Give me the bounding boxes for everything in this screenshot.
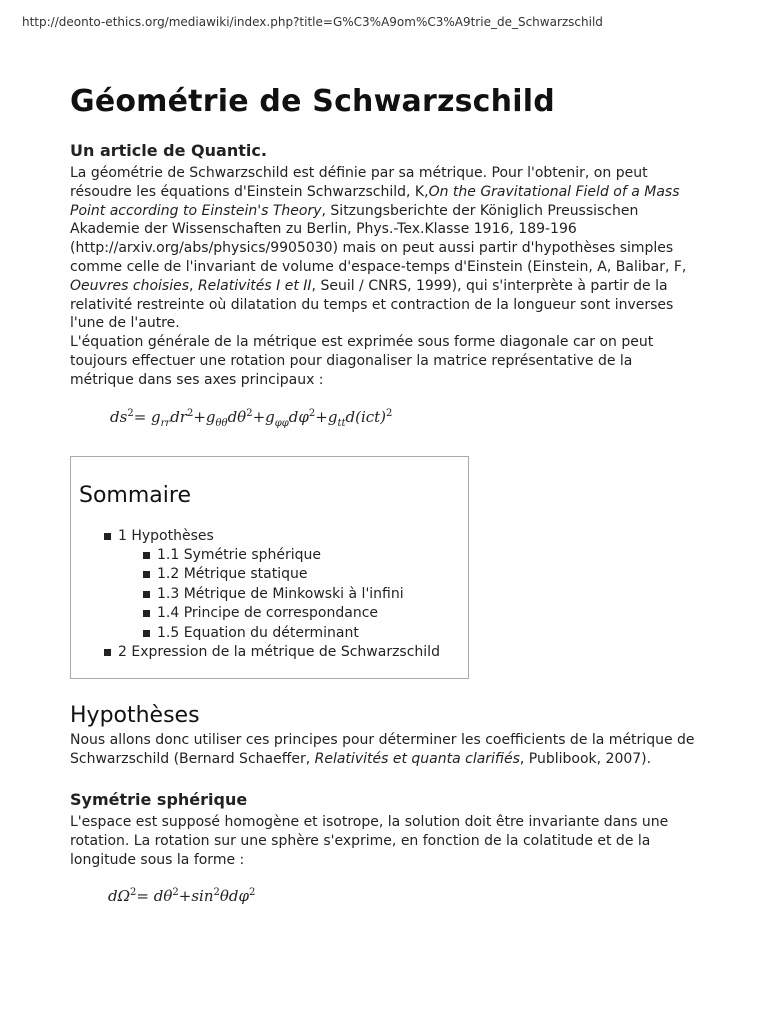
sphere-equation: $d\Omega^2= d\theta^2+\sin^2\theta d\varphi^2$ <box>108 887 256 906</box>
citation-oeuvres: Oeuvres choisies <box>70 277 190 294</box>
citation-separator: , <box>189 277 198 294</box>
citation-schwarzschild: On the Gravitational Field of a Mass Point according to Einstein's Theory <box>70 183 680 219</box>
table-of-contents <box>70 456 469 680</box>
article-content <box>70 78 700 905</box>
intro-paragraph <box>70 164 700 333</box>
hypotheses-text-1: Nous allons donc utiliser ces principes pour déterminer les coefficients de la métrique de Schwarzschild (Bernard Schaeffer, <box>70 732 695 768</box>
section-heading-hypotheses: Hypothèses <box>70 703 200 729</box>
toc-item-minkowski[interactable]: 1.3 Métrique de Minkowski à l'infini <box>79 585 460 604</box>
article-subtitle: Un article de Quantic. <box>70 141 267 160</box>
toc-item-metrique-statique[interactable]: 1.2 Métrique statique <box>79 565 460 584</box>
toc-item-hypotheses[interactable]: 1 Hypothèses <box>79 527 460 546</box>
metric-paragraph: L'équation générale de la métrique est exprimée sous forme diagonale car on peut toujours effectuer une rotation pour diagonaliser la matrice représentative de la métrique dans ses axes principaux : <box>70 334 654 388</box>
toc-item-symetrie[interactable]: 1.1 Symétrie sphérique <box>79 546 460 565</box>
hypotheses-text-2: , Publibook, 2007). <box>519 751 652 768</box>
page-title: Géométrie de Schwarzschild <box>70 84 555 119</box>
toc-item-correspondance[interactable]: 1.4 Principe de correspondance <box>79 604 460 623</box>
page-url: http://deonto-ethics.org/mediawiki/index.php?title=G%C3%A9om%C3%A9trie_de_Schwarzschild <box>22 15 603 29</box>
toc-title: Sommaire <box>79 482 191 508</box>
citation-schaeffer: Relativités et quanta clarifiés <box>314 751 520 768</box>
toc-list <box>79 527 460 663</box>
hypotheses-paragraph <box>70 731 700 769</box>
intro-text-3: , Seuil / CNRS, 1999), qui s'interprète à partir de la relativité restreinte où dilatation du temps et contraction de la longueur sont inverses l'une de l'autre. <box>70 277 674 332</box>
toc-item-determinant[interactable]: 1.5 Equation du déterminant <box>79 624 460 643</box>
intro-text-2: , Sitzungsberichte der Königlich Preussischen Akademie der Wissenschaften zu Berlin, Phys.-Tex.Klasse 1916, 189-196 (http://arxiv.org/abs/physics/9905030) mais on peut aussi partir d'hypothèses simples comme celle de l'invariant de volume d'espace-temps d'Einstein (Einstein, A, Balibar, F, <box>70 202 687 275</box>
subsection-heading-symetrie: Symétrie sphérique <box>70 790 248 809</box>
intro-text-1: La géométrie de Schwarzschild est définie par sa métrique. Pour l'obtenir, on peut résoudre les équations d'Einstein Schwarzschild, K, <box>70 165 648 200</box>
symetrie-paragraph: L'espace est supposé homogène et isotrope, la solution doit être invariante dans une rotation. La rotation sur une sphère s'exprime, en fonction de la colatitude et de la longitude sous la forme : <box>70 814 669 868</box>
metric-equation: $ds^2= g_{rr}dr^2+g_{\theta\theta}d\theta^2+g_{\varphi\varphi}d\varphi^2+g_{tt}d(ict)^2$ <box>110 407 393 429</box>
citation-relativites: Relativités I et II <box>197 277 312 294</box>
toc-item-expression[interactable]: 2 Expression de la métrique de Schwarzschild <box>79 643 460 662</box>
